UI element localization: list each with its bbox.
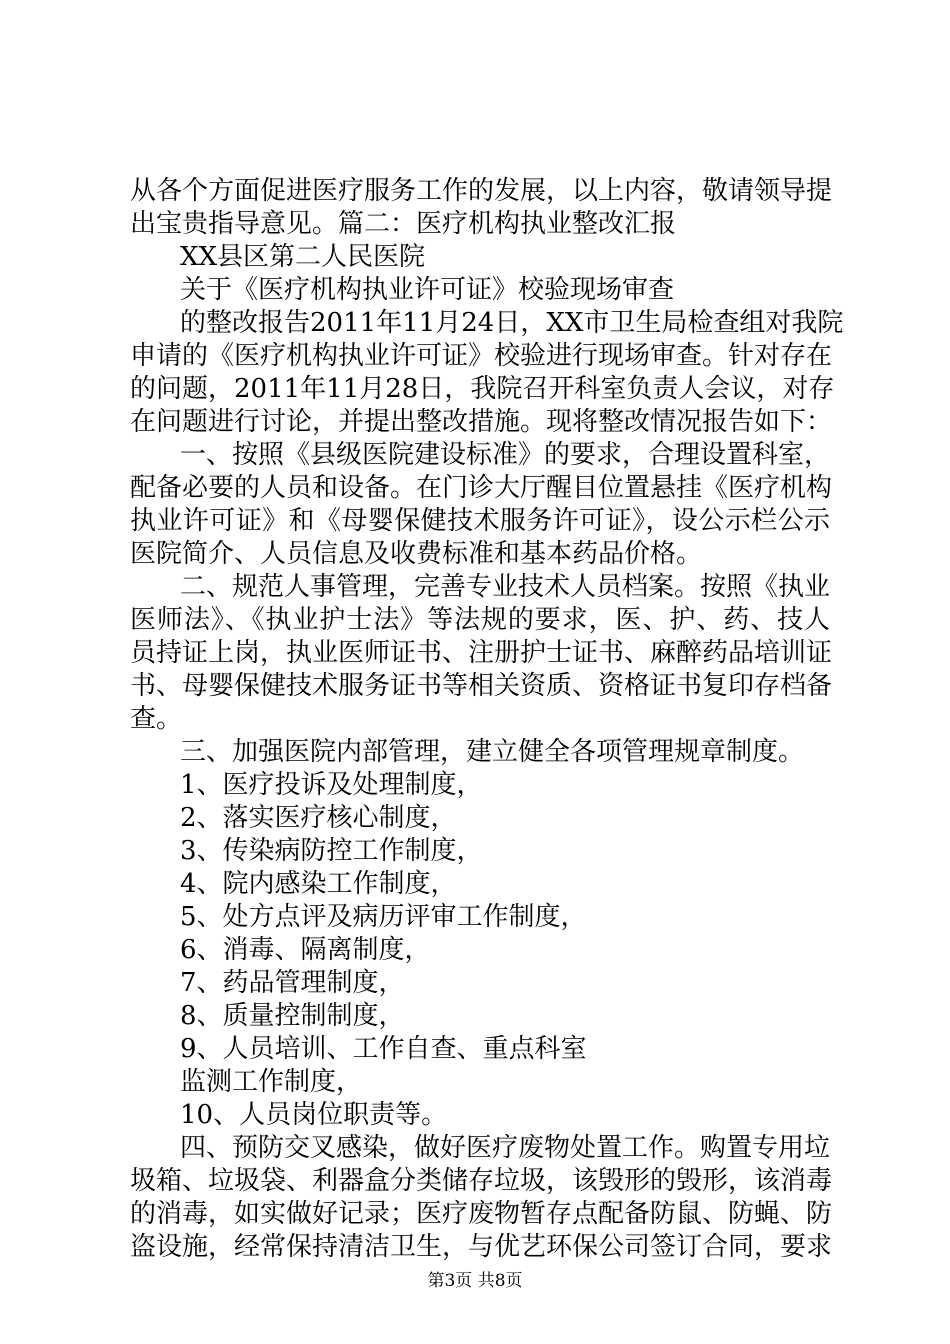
text-line: 四、预防交叉感染，做好医疗废物处置工作。购置专用垃	[180, 1133, 831, 1163]
list-item: 6、消毒、隔离制度，	[180, 935, 431, 965]
text-line: 书、母婴保健技术服务证书等相关资质、资格证书复印存档备	[130, 671, 833, 701]
text-line: 申请的《医疗机构执业许可证》校验进行现场审查。针对存在	[130, 341, 833, 371]
text-line: 二、规范人事管理，完善专业技术人员档案。按照《执业	[180, 572, 831, 602]
text-line: 医院简介、人员信息及收费标准和基本药品价格。	[130, 539, 703, 569]
text-line: 执业许可证》和《母婴保健技术服务许可证》，设公示栏公示	[130, 506, 830, 536]
list-item: 7、药品管理制度，	[180, 968, 405, 998]
text-line: 三、加强医院内部管理，建立健全各项管理规章制度。	[180, 737, 805, 767]
text-line: 圾箱、垃圾袋、利器盒分类储存垃圾，该毁形的毁形，该消毒	[130, 1166, 833, 1196]
text-line: 在问题进行讨论，并提出整改措施。现将整改情况报告如下：	[130, 407, 833, 437]
list-item: 2、落实医疗核心制度，	[180, 803, 457, 833]
page-footer: 第3页 共8页	[427, 1271, 523, 1291]
list-item: 9、人员培训、工作自查、重点科室	[180, 1034, 587, 1064]
text-line: 关于《医疗机构执业许可证》校验现场审查	[180, 275, 675, 305]
text-line: 的整改报告2011年11月24日，XX市卫生局检查组对我院	[180, 308, 844, 338]
text-line: 一、按照《县级医院建设标准》的要求，合理设置科室，	[180, 440, 831, 470]
text-line: 医师法》、《执业护士法》等法规的要求，医、护、药、技人	[130, 605, 830, 635]
text-line: 从各个方面促进医疗服务工作的发展，以上内容，敬请领导提	[130, 176, 833, 206]
list-item: 8、质量控制制度，	[180, 1001, 405, 1031]
text-line: 配备必要的人员和设备。在门诊大厅醒目位置悬挂《医疗机构	[130, 473, 833, 503]
text-line: 查。	[130, 704, 183, 734]
text-line: XX县区第二人民医院	[180, 242, 426, 272]
list-item: 5、处方点评及病历评审工作制度，	[180, 902, 587, 932]
text-line: 员持证上岗，执业医师证书、注册护士证书、麻醉药品培训证	[130, 638, 833, 668]
text-line: 的问题，2011年11月28日，我院召开科室负责人会议，对存	[130, 374, 835, 404]
text-line: 出宝贵指导意见。篇二：医疗机构执业整改汇报	[130, 209, 677, 239]
text-line: 的消毒，如实做好记录；医疗废物暂存点配备防鼠、防蝇、防	[130, 1199, 833, 1229]
text-line: 盗设施，经常保持清洁卫生，与优艺环保公司签订合同，要求	[130, 1232, 833, 1262]
list-item: 1、医疗投诉及处理制度，	[180, 770, 483, 800]
list-item: 3、传染病防控工作制度，	[180, 836, 483, 866]
list-item: 10、人员岗位职责等。	[180, 1100, 448, 1130]
list-item-continuation: 监测工作制度，	[180, 1067, 363, 1097]
list-item: 4、院内感染工作制度，	[180, 869, 457, 899]
